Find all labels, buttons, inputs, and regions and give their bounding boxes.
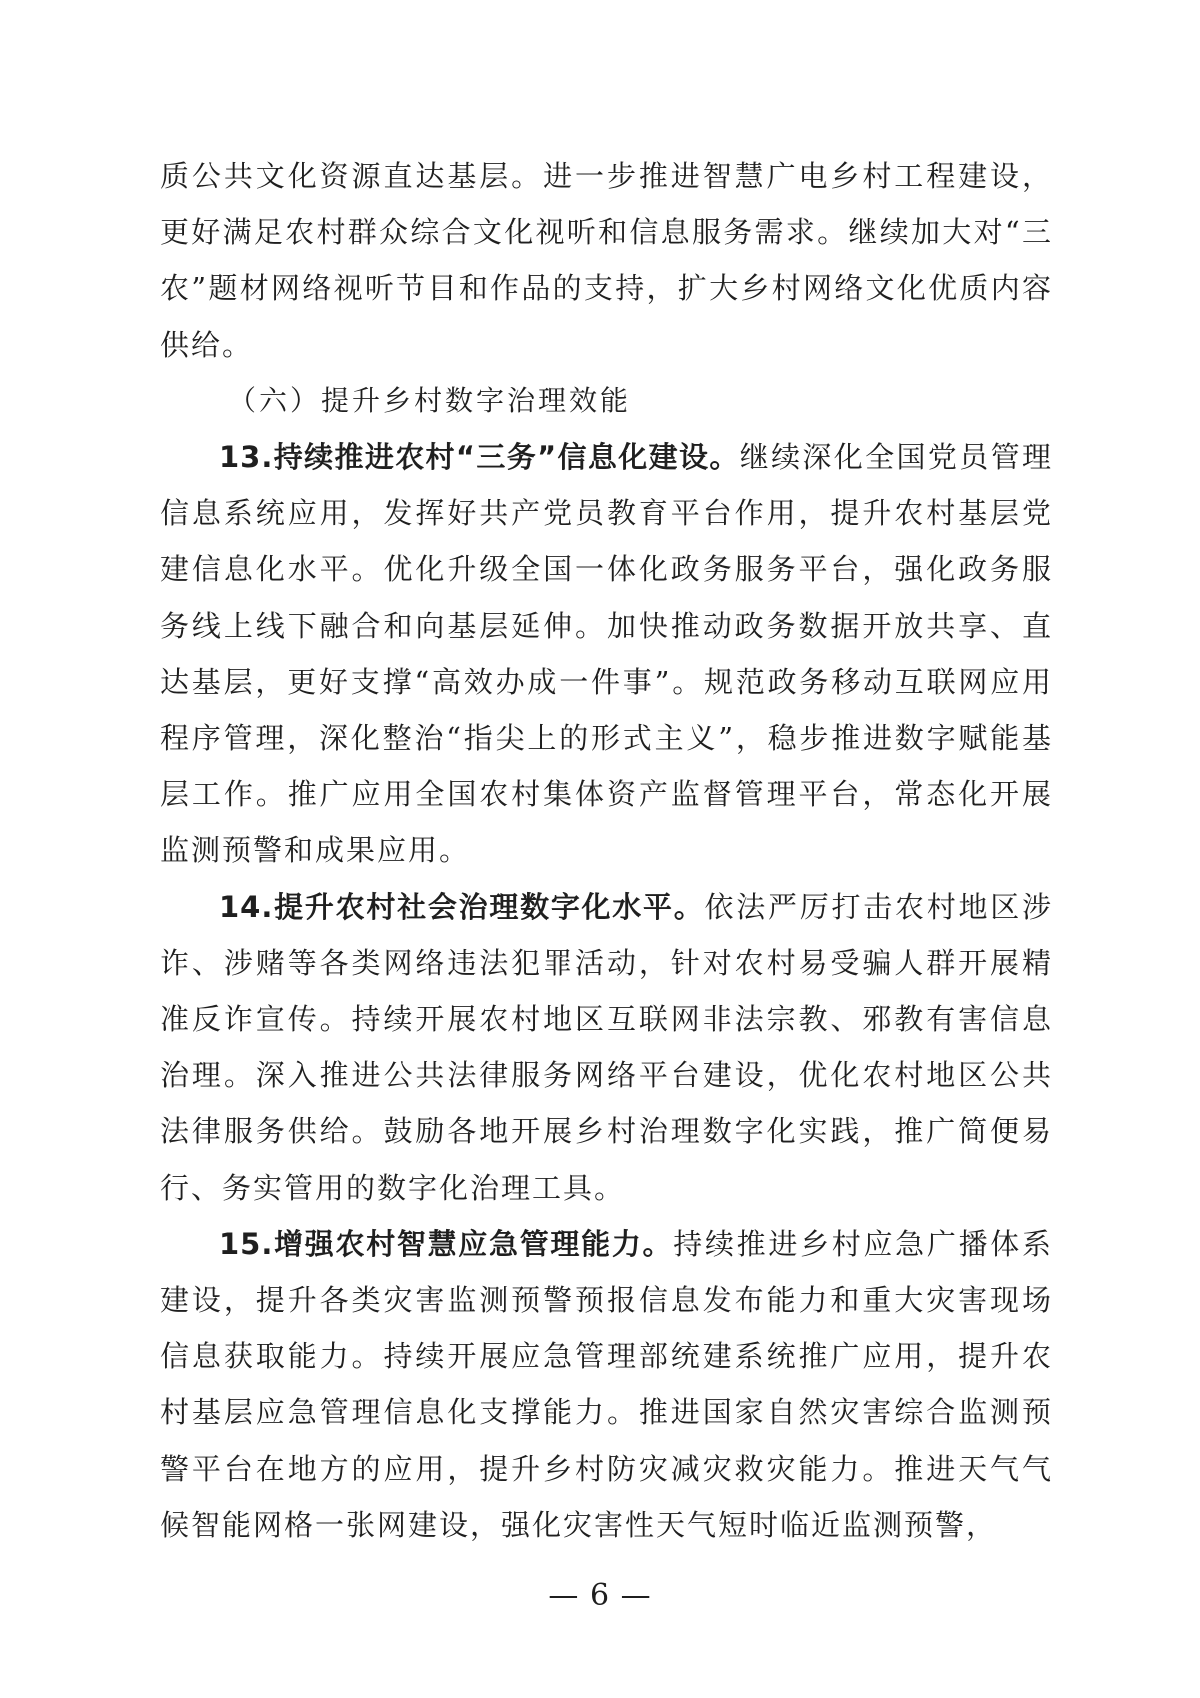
item-15-body: 持续推进乡村应急广播体系建设，提升各类灾害监测预警预报信息发布能力和重大灾害现场信息获取能力。持续开展应急管理部统建系统推广应用，提升农村基层应急管理信息化支撑能力。推进国家自然灾害综合监测预警平台在地方的应用，提升乡村防灾减灾救灾能力。推进天气气候智能网格一张网建设，强化灾害性天气短时临近监测预警， (160, 1226, 1053, 1542)
item-13-lead: 13.持续推进农村“三务”信息化建设。 (219, 440, 740, 475)
item-15-lead: 15.增强农村智慧应急管理能力。 (219, 1226, 674, 1261)
item-13-paragraph (160, 429, 1053, 879)
item-14-lead: 14.提升农村社会治理数字化水平。 (219, 889, 705, 924)
item-14-paragraph (160, 879, 1053, 1216)
item-15-paragraph (160, 1216, 1053, 1553)
item-14-body: 依法严厉打击农村地区涉诈、涉赌等各类网络违法犯罪活动，针对农村易受骗人群开展精准反诈宣传。持续开展农村地区互联网非法宗教、邪教有害信息治理。深入推进公共法律服务网络平台建设，优化农村地区公共法律服务供给。鼓励各地开展乡村治理数字化实践，推广简便易行、务实管用的数字化治理工具。 (160, 889, 1053, 1205)
document-body (160, 148, 1053, 1553)
item-13-body: 继续深化全国党员管理信息系统应用，发挥好共产党员教育平台作用，提升农村基层党建信息化水平。优化升级全国一体化政务服务平台，强化政务服务线上线下融合和向基层延伸。加快推动政务数据开放共享、直达基层，更好支撑“高效办成一件事”。规范政务移动互联网应用程序管理，深化整治“指尖上的形式主义”，稳步推进数字赋能基层工作。推广应用全国农村集体资产监督管理平台，常态化开展监测预警和成果应用。 (160, 440, 1053, 868)
section-heading: （六）提升乡村数字治理效能 (228, 383, 632, 417)
page-number: — 6 — (548, 1578, 652, 1613)
intro-paragraph: 质公共文化资源直达基层。进一步推进智慧广电乡村工程建设，更好满足农村群众综合文化视听和信息服务需求。继续加大对“三农”题材网络视听节目和作品的支持，扩大乡村网络文化优质内容供给。 (160, 159, 1053, 362)
